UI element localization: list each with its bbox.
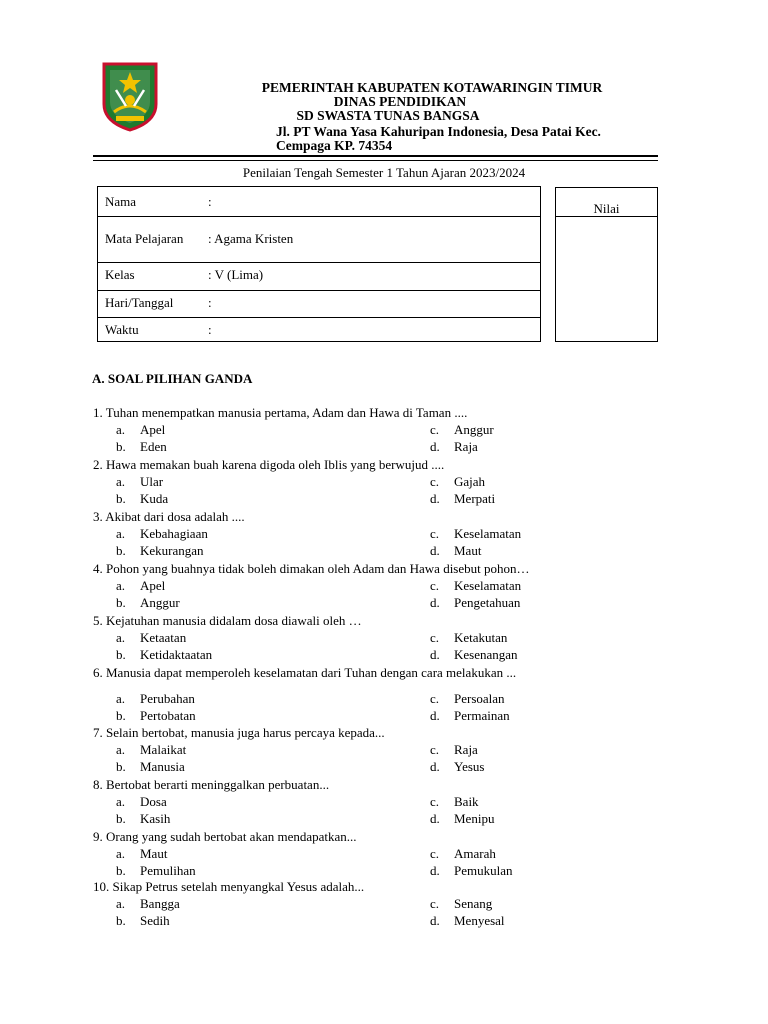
school-name: SD SWASTA TUNAS BANGSA bbox=[296, 108, 480, 123]
option-text: Kasih bbox=[140, 811, 171, 826]
option-letter: a. bbox=[116, 526, 126, 541]
answer-option-b[interactable] bbox=[116, 759, 185, 775]
answer-option-a[interactable] bbox=[116, 742, 186, 758]
option-text: Apel bbox=[140, 422, 166, 437]
option-text: Permainan bbox=[454, 708, 510, 723]
option-text: Malaikat bbox=[140, 742, 187, 757]
option-text: Anggur bbox=[454, 422, 494, 437]
answer-option-b[interactable] bbox=[116, 491, 168, 507]
option-text: Raja bbox=[454, 742, 478, 757]
option-text: Sedih bbox=[140, 913, 170, 928]
option-text: Maut bbox=[454, 543, 482, 558]
answer-option-d[interactable] bbox=[430, 595, 520, 611]
question-text: 5. Kejatuhan manusia didalam dosa diawali oleh … bbox=[93, 613, 362, 628]
option-text: Keselamatan bbox=[454, 578, 522, 593]
identity-row-nama bbox=[98, 187, 540, 217]
identity-label: Hari/Tanggal bbox=[105, 295, 174, 310]
question-text: 4. Pohon yang buahnya tidak boleh dimakan oleh Adam dan Hawa disebut pohon… bbox=[93, 561, 530, 576]
school-address: Jl. PT Wana Yasa Kahuripan Indonesia, Desa Patai Kec. bbox=[276, 124, 601, 139]
answer-option-d[interactable] bbox=[430, 913, 505, 929]
option-letter: b. bbox=[116, 491, 126, 506]
identity-row-waktu bbox=[98, 317, 540, 342]
answer-option-d[interactable] bbox=[430, 491, 495, 507]
option-letter: c. bbox=[430, 474, 440, 489]
option-text: Raja bbox=[454, 439, 478, 454]
question-text: 9. Orang yang sudah bertobat akan mendapatkan... bbox=[93, 829, 357, 844]
answer-option-c[interactable] bbox=[430, 691, 505, 707]
option-letter: a. bbox=[116, 630, 126, 645]
option-text: Yesus bbox=[454, 759, 485, 774]
answer-option-a[interactable] bbox=[116, 578, 165, 594]
option-letter: d. bbox=[430, 439, 440, 454]
answer-option-d[interactable] bbox=[430, 708, 510, 724]
answer-option-b[interactable] bbox=[116, 863, 196, 879]
answer-option-d[interactable] bbox=[430, 543, 481, 559]
option-text: Maut bbox=[140, 846, 168, 861]
option-letter: d. bbox=[430, 595, 440, 610]
score-box bbox=[555, 187, 658, 342]
option-letter: c. bbox=[430, 742, 440, 757]
school-address-postal: Cempaga KP. 74354 bbox=[276, 138, 393, 153]
answer-option-d[interactable] bbox=[430, 759, 484, 775]
question-text: 7. Selain bertobat, manusia juga harus percaya kepada... bbox=[93, 725, 385, 740]
identity-row-hari-tanggal bbox=[98, 290, 540, 318]
identity-label: Waktu bbox=[105, 322, 139, 337]
answer-option-d[interactable] bbox=[430, 811, 494, 827]
answer-option-a[interactable] bbox=[116, 422, 165, 438]
identity-value[interactable]: : bbox=[208, 295, 212, 310]
answer-option-c[interactable] bbox=[430, 896, 492, 912]
option-letter: c. bbox=[430, 578, 440, 593]
identity-value: : V (Lima) bbox=[208, 267, 264, 282]
option-letter: c. bbox=[430, 896, 440, 911]
answer-option-b[interactable] bbox=[116, 708, 196, 724]
option-text: Persoalan bbox=[454, 691, 505, 706]
answer-option-b[interactable] bbox=[116, 913, 170, 929]
answer-option-a[interactable] bbox=[116, 794, 167, 810]
option-letter: d. bbox=[430, 708, 440, 723]
identity-row-mata-pelajaran bbox=[98, 216, 540, 263]
question-text: 8. Bertobat berarti meninggalkan perbuatan... bbox=[93, 777, 330, 792]
identity-value[interactable]: : bbox=[208, 194, 212, 209]
answer-option-a[interactable] bbox=[116, 474, 163, 490]
answer-option-c[interactable] bbox=[430, 742, 478, 758]
answer-option-b[interactable] bbox=[116, 439, 167, 455]
option-text: Amarah bbox=[454, 846, 496, 861]
option-letter: d. bbox=[430, 863, 440, 878]
option-text: Baik bbox=[454, 794, 479, 809]
option-text: Eden bbox=[140, 439, 167, 454]
question-text: 6. Manusia dapat memperoleh keselamatan dari Tuhan dengan cara melakukan ... bbox=[93, 665, 517, 680]
option-text: Apel bbox=[140, 578, 166, 593]
answer-option-b[interactable] bbox=[116, 595, 180, 611]
option-text: Ketaatan bbox=[140, 630, 187, 645]
option-text: Keselamatan bbox=[454, 526, 522, 541]
option-text: Pemukulan bbox=[454, 863, 513, 878]
option-letter: d. bbox=[430, 647, 440, 662]
student-identity-table bbox=[97, 186, 541, 342]
option-text: Anggur bbox=[140, 595, 180, 610]
option-letter: b. bbox=[116, 708, 126, 723]
answer-option-c[interactable] bbox=[430, 846, 496, 862]
option-letter: b. bbox=[116, 811, 126, 826]
option-letter: c. bbox=[430, 794, 440, 809]
answer-option-c[interactable] bbox=[430, 794, 479, 810]
option-text: Ular bbox=[140, 474, 164, 489]
answer-option-c[interactable] bbox=[430, 630, 507, 646]
answer-option-a[interactable] bbox=[116, 630, 186, 646]
option-text: Kuda bbox=[140, 491, 169, 506]
government-name: PEMERINTAH KABUPATEN KOTAWARINGIN TIMUR bbox=[261, 80, 603, 95]
identity-value: : Agama Kristen bbox=[208, 231, 294, 246]
option-letter: c. bbox=[430, 691, 440, 706]
option-letter: a. bbox=[116, 422, 126, 437]
question-text: 3. Akibat dari dosa adalah .... bbox=[93, 509, 245, 524]
option-text: Dosa bbox=[140, 794, 167, 809]
option-letter: a. bbox=[116, 794, 126, 809]
option-letter: b. bbox=[116, 595, 126, 610]
identity-value[interactable]: : bbox=[208, 322, 212, 337]
option-letter: c. bbox=[430, 630, 440, 645]
option-text: Pengetahuan bbox=[454, 595, 521, 610]
option-text: Pemulihan bbox=[140, 863, 196, 878]
option-letter: a. bbox=[116, 896, 126, 911]
identity-label: Nama bbox=[105, 194, 137, 209]
header-divider-thin bbox=[93, 160, 658, 161]
answer-option-a[interactable] bbox=[116, 526, 208, 542]
question-text: 10. Sikap Petrus setelah menyangkal Yesus adalah... bbox=[93, 879, 365, 894]
answer-option-c[interactable] bbox=[430, 526, 521, 542]
option-text: Menyesal bbox=[454, 913, 505, 928]
option-text: Kebahagiaan bbox=[140, 526, 208, 541]
answer-option-d[interactable] bbox=[430, 647, 518, 663]
option-letter: b. bbox=[116, 439, 126, 454]
option-letter: c. bbox=[430, 526, 440, 541]
option-letter: b. bbox=[116, 759, 126, 774]
option-letter: b. bbox=[116, 647, 126, 662]
identity-row-kelas bbox=[98, 262, 540, 291]
option-text: Gajah bbox=[454, 474, 486, 489]
option-text: Kesenangan bbox=[454, 647, 518, 662]
option-letter: a. bbox=[116, 578, 126, 593]
option-letter: a. bbox=[116, 742, 126, 757]
option-letter: c. bbox=[430, 846, 440, 861]
option-letter: a. bbox=[116, 846, 126, 861]
answer-option-a[interactable] bbox=[116, 691, 195, 707]
option-text: Ketakutan bbox=[454, 630, 508, 645]
option-text: Manusia bbox=[140, 759, 185, 774]
answer-option-b[interactable] bbox=[116, 811, 170, 827]
answer-option-c[interactable] bbox=[430, 422, 494, 438]
department-name: DINAS PENDIDIKAN bbox=[333, 94, 467, 109]
answer-option-a[interactable] bbox=[116, 846, 167, 862]
answer-option-c[interactable] bbox=[430, 578, 521, 594]
option-letter: d. bbox=[430, 913, 440, 928]
option-text: Ketidaktaatan bbox=[140, 647, 213, 662]
score-label: Nilai bbox=[556, 188, 657, 217]
question-text: 1. Tuhan menempatkan manusia pertama, Adam dan Hawa di Taman .... bbox=[93, 405, 468, 420]
option-text: Kekurangan bbox=[140, 543, 204, 558]
answer-option-d[interactable] bbox=[430, 863, 513, 879]
header-divider bbox=[93, 155, 658, 157]
option-letter: b. bbox=[116, 543, 126, 558]
answer-option-d[interactable] bbox=[430, 439, 478, 455]
option-letter: b. bbox=[116, 913, 126, 928]
option-text: Bangga bbox=[140, 896, 180, 911]
section-title: A. SOAL PILIHAN GANDA bbox=[92, 371, 253, 386]
identity-label: Kelas bbox=[105, 267, 135, 282]
answer-option-b[interactable] bbox=[116, 543, 204, 559]
option-text: Perubahan bbox=[140, 691, 195, 706]
option-text: Menipu bbox=[454, 811, 495, 826]
answer-option-c[interactable] bbox=[430, 474, 485, 490]
option-letter: d. bbox=[430, 543, 440, 558]
option-text: Senang bbox=[454, 896, 493, 911]
option-text: Merpati bbox=[454, 491, 496, 506]
option-letter: a. bbox=[116, 474, 126, 489]
option-letter: b. bbox=[116, 863, 126, 878]
exam-title: Penilaian Tengah Semester 1 Tahun Ajaran 2023/2024 bbox=[242, 165, 526, 180]
option-text: Pertobatan bbox=[140, 708, 196, 723]
option-letter: a. bbox=[116, 691, 126, 706]
question-text: 2. Hawa memakan buah karena digoda oleh Iblis yang berwujud .... bbox=[93, 457, 445, 472]
answer-option-b[interactable] bbox=[116, 647, 212, 663]
option-letter: c. bbox=[430, 422, 440, 437]
option-letter: d. bbox=[430, 491, 440, 506]
option-letter: d. bbox=[430, 759, 440, 774]
answer-option-a[interactable] bbox=[116, 896, 180, 912]
identity-label: Mata Pelajaran bbox=[105, 231, 184, 246]
option-letter: d. bbox=[430, 811, 440, 826]
